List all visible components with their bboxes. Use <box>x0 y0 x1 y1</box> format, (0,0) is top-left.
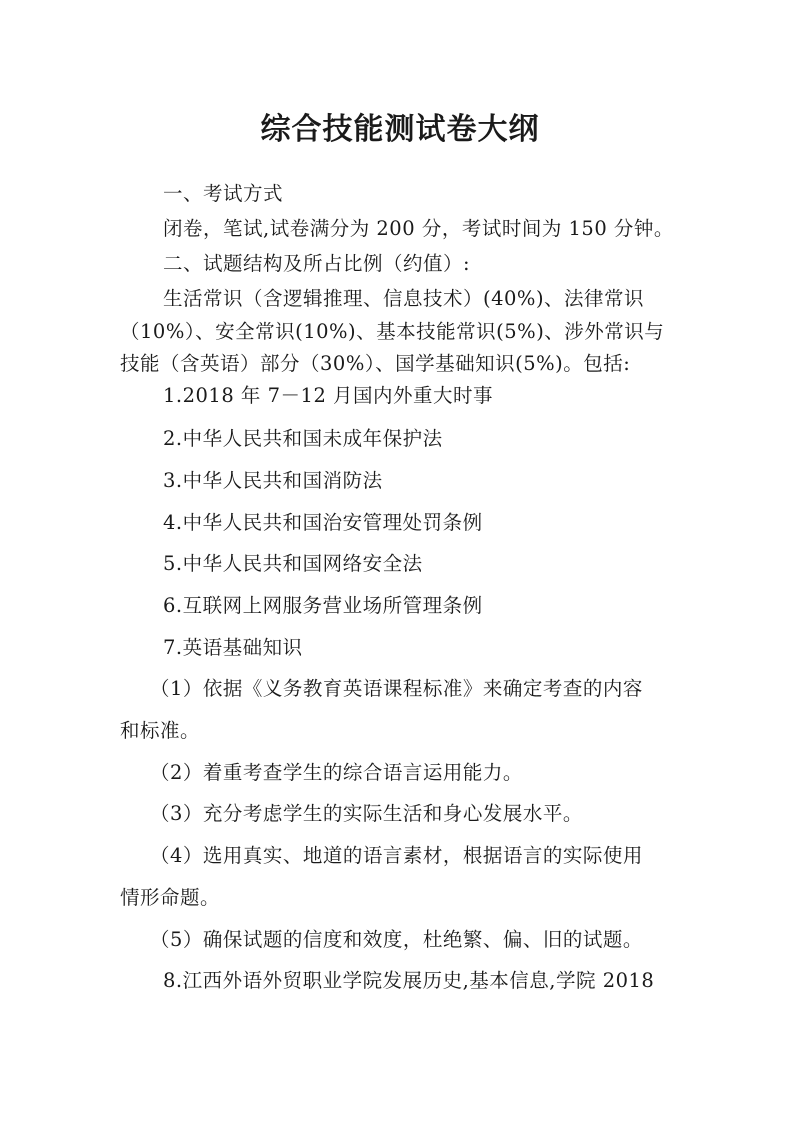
structure-text-line-3: 技能（含英语）部分（30%）、国学基础知识(5%)。包括: <box>120 352 631 375</box>
list-item-6: 6.互联网上网服务营业场所管理条例 <box>163 594 483 617</box>
structure-text-line-1: 生活常识（含逻辑推理、信息技术）(40%)、法律常识 <box>163 287 645 310</box>
list-item-4: 4.中华人民共和国治安管理处罚条例 <box>163 511 483 534</box>
list-item-8: 8.江西外语外贸职业学院发展历史,基本信息,学院 2018 <box>163 969 655 992</box>
sub-item-4-line-2: 情形命题。 <box>120 886 221 909</box>
list-item-3: 3.中华人民共和国消防法 <box>163 469 383 492</box>
sub-item-5: （5）确保试题的信度和效度，杜绝繁、偏、旧的试题。 <box>150 928 643 951</box>
exam-method-text: 闭卷，笔试,试卷满分为 200 分，考试时间为 150 分钟。 <box>163 217 674 240</box>
sub-item-4-line-1: （4）选用真实、地道的语言素材，根据语言的实际使用 <box>150 844 643 867</box>
structure-text-line-2: （10%）、安全常识(10%)、基本技能常识(5%)、涉外常识与 <box>120 320 665 343</box>
list-item-1: 1.2018 年 7－12 月国内外重大时事 <box>163 384 494 407</box>
sub-item-1-line-2: 和标准。 <box>120 719 201 742</box>
list-item-7: 7.英语基础知识 <box>163 636 303 659</box>
sub-item-3: （3）充分考虑学生的实际生活和身心发展水平。 <box>150 802 583 825</box>
section-heading-exam-method: 一、考试方式 <box>163 182 284 205</box>
sub-item-2: （2）着重考查学生的综合语言运用能力。 <box>150 761 523 784</box>
list-item-5: 5.中华人民共和国网络安全法 <box>163 552 423 575</box>
document-title: 综合技能测试卷大纲 <box>260 112 540 147</box>
sub-item-1-line-1: （1）依据《义务教育英语课程标准》来确定考查的内容 <box>150 677 643 700</box>
list-item-2: 2.中华人民共和国未成年保护法 <box>163 427 443 450</box>
section-heading-structure: 二、试题结构及所占比例（约值）: <box>163 252 471 275</box>
